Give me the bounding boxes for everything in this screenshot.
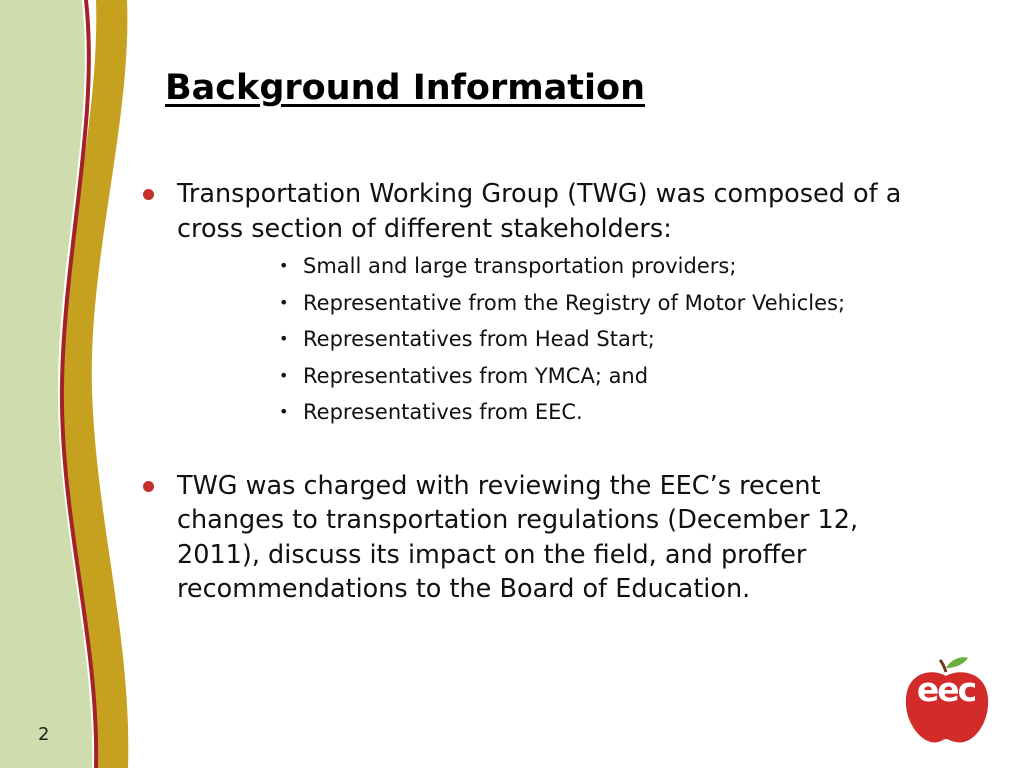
slide-title: Background Information bbox=[165, 68, 646, 108]
sub-bullet-item bbox=[279, 324, 930, 355]
bullet-item bbox=[140, 469, 930, 607]
decorative-side-band bbox=[0, 0, 140, 768]
slide-number: 2 bbox=[38, 724, 50, 745]
sub-bullet-text: Representatives from YMCA; and bbox=[303, 363, 649, 388]
red-dot-icon bbox=[143, 189, 154, 200]
sub-bullet-list bbox=[177, 251, 930, 428]
sub-bullet-item bbox=[279, 251, 930, 282]
sub-bullet-item bbox=[279, 361, 930, 392]
eec-logo bbox=[902, 654, 992, 746]
bullet-text: TWG was charged with reviewing the EEC’s recent changes to transportation regulations (December 12, 2011), discuss its impact on the field, and proffer recommendations to the Board of Education. bbox=[177, 470, 859, 604]
logo-text: eec bbox=[916, 670, 976, 709]
sub-bullet-item bbox=[279, 397, 930, 428]
slide-content bbox=[140, 177, 930, 607]
red-dot-icon bbox=[143, 481, 154, 492]
sub-bullet-text: Small and large transportation providers; bbox=[303, 254, 737, 278]
bullet-text: Transportation Working Group (TWG) was composed of a cross section of different stakeholders: bbox=[177, 179, 902, 244]
bullet-dot-icon: • bbox=[279, 256, 289, 275]
bullet-dot-icon: • bbox=[279, 329, 289, 348]
bullet-dot-icon: • bbox=[279, 402, 289, 421]
bullet-dot-icon: • bbox=[279, 365, 289, 385]
sub-bullet-text: Representatives from EEC. bbox=[303, 400, 583, 424]
sub-bullet-item bbox=[279, 288, 930, 319]
bullet-dot-icon: • bbox=[279, 292, 289, 312]
bullet-item bbox=[140, 177, 930, 428]
sub-bullet-text: Representative from the Registry of Motor Vehicles; bbox=[303, 290, 846, 315]
sub-bullet-text: Representatives from Head Start; bbox=[303, 327, 655, 351]
